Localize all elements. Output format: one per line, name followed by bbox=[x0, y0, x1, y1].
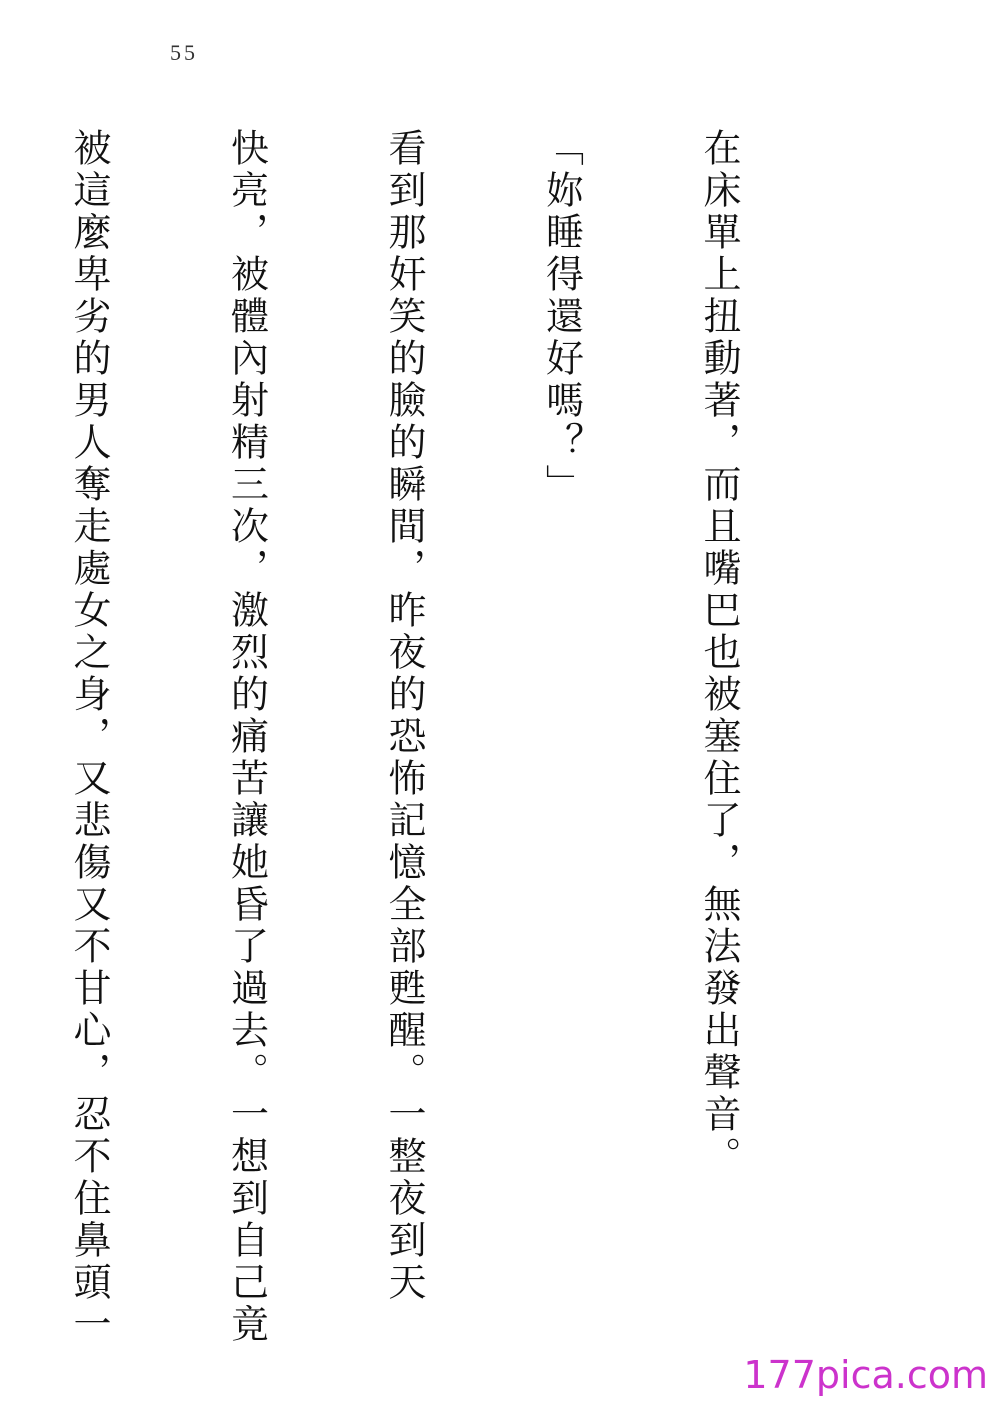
text-line: 快亮，被體內射精三次，激烈的痛苦讓她昏了過去。一想到自己竟 bbox=[224, 128, 269, 1346]
page-number: 55 bbox=[170, 40, 198, 65]
vertical-text-body bbox=[67, 128, 850, 1346]
text-line: 看到那奸笑的臉的瞬間，昨夜的恐怖記憶全部甦醒。一整夜到天 bbox=[382, 128, 426, 1304]
text-line: 被這麼卑劣的男人奪走處女之身，又悲傷又不甘心，忍不住鼻頭一 bbox=[67, 128, 111, 1346]
text-line: 在床單上扭動著，而且嘴巴也被塞住了，無法發出聲音。 bbox=[697, 128, 741, 1178]
text-line: 「妳睡得還好嗎？」 bbox=[539, 128, 584, 506]
watermark-text: 177pica.com bbox=[743, 1353, 988, 1397]
